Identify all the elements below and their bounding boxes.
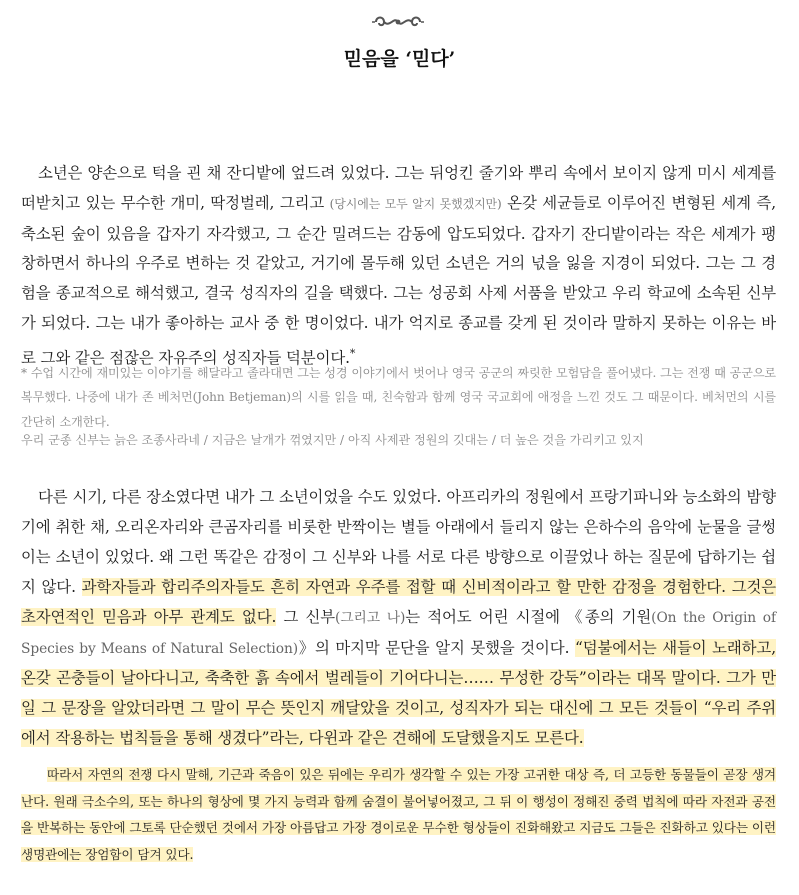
paragraph-boy-lawn xyxy=(21,159,776,374)
darwin-quote-text: 따라서 자연의 전쟁 다시 말해, 기근과 죽음이 있은 뒤에는 우리가 생각할 수 있는 가장 고귀한 대상 즉, 더 고등한 동물들이 곧장 생겨난다. 원래 극소수의, 또는 하나의 형상에 몇 가지 능력과 함께 숨결이 불어넣어졌고, 그 뒤 이 행성이 정해진 중력 법칙에 따라 자전과 공전을 반복하는 동안에 그토록 단순했던 것에서 가장 아름답고 가장 경이로운 무수한 형상들이 진화해왔고 지금도 그들은 진화하고 있다는 이런 생명관에는 장엄함이 담겨 있다. xyxy=(21,767,776,862)
paragraph1-text-a: 소년은 양손으로 턱을 괸 채 잔디밭에 엎드려 있었다. 그는 뒤엉킨 줄기와 뿌리 속에서 보이지 않게 미시 세계를 떠받치고 있는 무수한 개미, 딱정벌레, 그리고 xyxy=(21,164,776,212)
paragraph-darwin xyxy=(21,483,776,754)
paragraph2-aside-c: (On the Origin of Species by Means of Natural Selection) xyxy=(21,609,777,657)
paragraph1-text-b: 온갖 세균들로 이루어진 변형된 세계 즉, 축소된 숲이 있음을 갑자기 자각했고, 그 순간 밀려드는 감동에 압도되었다. 갑자기 잔디밭이라는 작은 세계가 팽창하면서 하나의 우주로 변하는 것 같았고, 거기에 몰두해 있던 소년은 거의 넋을 잃을 지경이 되었다. 그는 그 경험을 종교적으로 해석했고, 결국 성직자의 길을 택했다. 그는 성공회 사제 서품을 받았고 우리 학교에 소속된 신부가 되었다. 그는 내가 좋아하는 교사 중 한 명이었다. 내가 억지로 종교를 갖게 된 것이라 말하지 못하는 이유는 바로 그와 같은 점잖은 자유주의 성직자들 덕분이다. xyxy=(21,193,776,367)
paragraph2-aside-b: (그리고 나) xyxy=(335,609,406,626)
page-title: 믿음을 ‘믿다’ xyxy=(343,48,456,70)
highlight-tangled-bank: “덤불에서는 새들이 노래하고, 온갖 곤충들이 날아다니고, 축축한 흙 속에서 벌레들이 기어다니는…… 무성한 강둑”이라는 대목 말이다. 그가 만일 그 문장을 알았더라면 그 말이 무슨 뜻인지 깨달았을 것이고, 성직자가 되는 대신에 그 모든 것들이 “우리 주위에서 작용하는 법칙들을 통해 생겼다”라는, 다윈과 같은 견해에 도달했을지도 모른다. xyxy=(21,638,776,748)
scroll-ornament-icon xyxy=(370,12,426,32)
paragraph1-aside: (당시에는 모두 알지 못했겠지만) xyxy=(329,196,502,211)
footnote-marker: * xyxy=(349,346,356,360)
paragraph2-text-a: 다른 시기, 다른 장소였다면 내가 그 소년이었을 수도 있었다. 아프리카의 정원에서 프랑기파니와 능소화의 밤향기에 취한 채, 오리온자리와 큰곰자리를 비롯한 반짝이는 별들 아래에서 들리지 않는 은하수의 음악에 눈물을 글썽이는 소년이 있었다. 왜 그런 똑같은 감정이 그 신부와 나를 서로 다른 방향으로 이끌었나 하는 질문에 답하기는 쉽지 않다. xyxy=(21,488,776,596)
paragraph2-text-c: 는 적어도 어린 시절에 《종의 기원 xyxy=(405,607,652,626)
footnote-verse: 우리 군종 신부는 늙은 조종사라네 / 지금은 날개가 꺾였지만 / 아직 사제관 정원의 깃대는 / 더 높은 것을 가리키고 있지 xyxy=(21,433,644,447)
paragraph2-text-b: 그 신부 xyxy=(276,607,336,626)
highlight-scientists: 과학자들과 합리주의자들도 흔히 자연과 우주를 접할 때 신비적이라고 할 만한 감정을 경험한다. 그것은 초자연적인 믿음과 아무 관계도 없다. xyxy=(21,577,776,626)
darwin-quote xyxy=(21,762,776,868)
paragraph2-text-d: 》의 마지막 문단을 알지 못했을 것이다. xyxy=(298,638,575,657)
footnote: * 수업 시간에 재미있는 이야기를 해달라고 졸라대면 그는 성경 이야기에서 벗어나 영국 공군의 짜릿한 모험담을 풀어냈다. 그는 전쟁 때 공군으로 복무했다. 나중에 내가 존 베처먼(John Betjeman)의 시를 읽을 때, 친숙함과 함께 영국 국교회에 애정을 느낀 것도 그 때문이다. 베처먼의 시를 간단히 소개한다. xyxy=(21,366,776,429)
